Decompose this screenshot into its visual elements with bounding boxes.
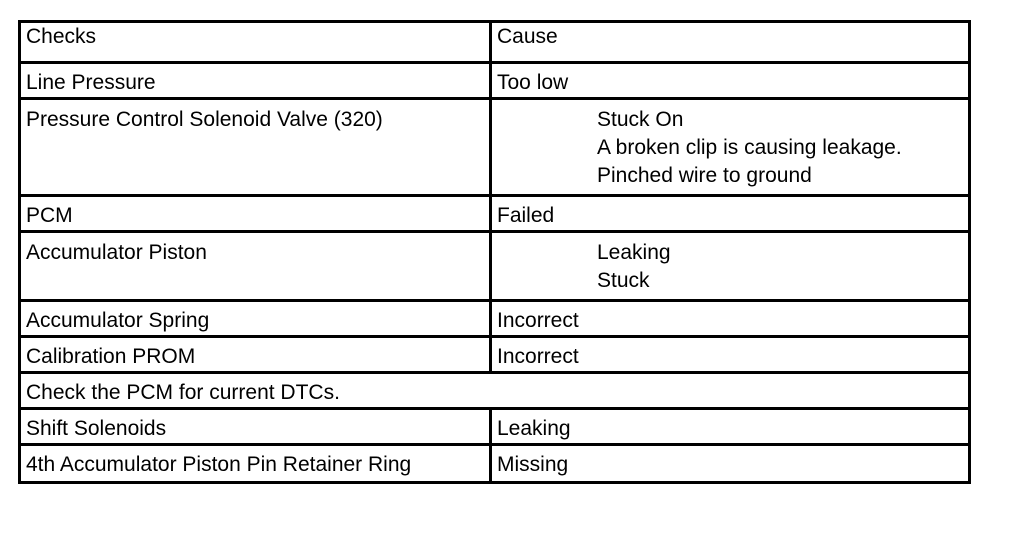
cause-cell: Too low — [492, 64, 968, 100]
cause-list — [497, 106, 963, 190]
cause-item: Leaking — [597, 241, 671, 264]
check-cell: Accumulator Spring — [21, 302, 492, 338]
header-checks: Checks — [21, 23, 492, 64]
cause-cell — [492, 233, 968, 302]
header-row — [21, 23, 968, 64]
cause-cell: Missing — [497, 453, 569, 476]
check-cell: Check the PCM for current DTCs. — [21, 374, 968, 410]
table-row — [21, 446, 968, 481]
check-cell: 4th Accumulator Piston Pin Retainer Ring — [21, 446, 492, 481]
table-row — [21, 197, 968, 233]
check-cell: Pressure Control Solenoid Valve (320) — [21, 100, 492, 197]
table-row — [21, 233, 968, 302]
checks-cause-table — [18, 20, 971, 484]
cause-cell: Leaking — [492, 410, 968, 446]
table-row — [21, 302, 968, 338]
check-cell: Line Pressure — [21, 64, 492, 100]
table-row — [21, 338, 968, 374]
cause-cell: Incorrect — [492, 338, 968, 374]
cause-item: Stuck — [597, 269, 650, 292]
cause-cell: Incorrect — [492, 302, 968, 338]
cause-cell — [492, 100, 968, 197]
check-cell: Calibration PROM — [21, 338, 492, 374]
cause-item: A broken clip is causing leakage. — [597, 136, 902, 159]
header-cause: Cause — [492, 23, 968, 64]
cause-item: Pinched wire to ground — [597, 164, 812, 187]
check-cell: Shift Solenoids — [21, 410, 492, 446]
check-cell: Accumulator Piston — [21, 233, 492, 302]
cause-cell: Failed — [492, 197, 968, 233]
check-cell: PCM — [21, 197, 492, 233]
table-row — [21, 100, 968, 197]
table-body — [21, 64, 968, 481]
table-row — [21, 374, 968, 410]
table-row — [21, 410, 968, 446]
table-row — [21, 64, 968, 100]
cause-list — [497, 239, 963, 295]
cause-item: Stuck On — [597, 108, 684, 131]
